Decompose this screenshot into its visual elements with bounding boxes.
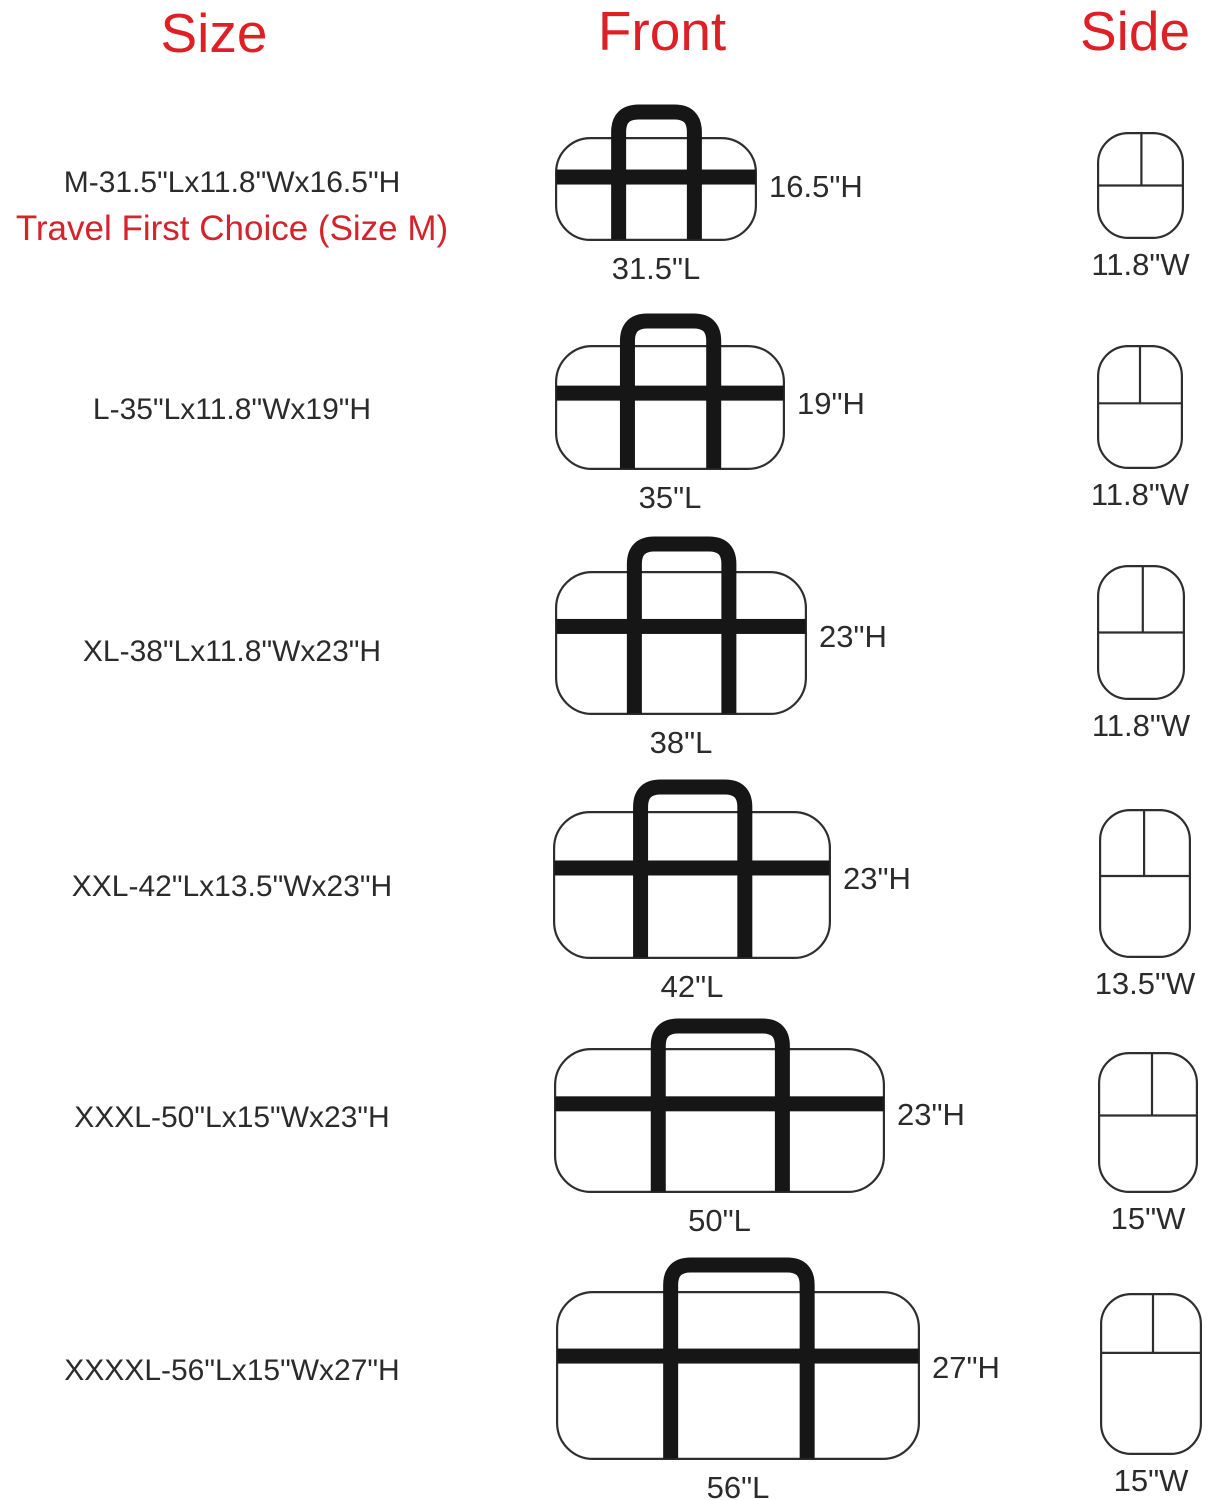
column-header-size: Size [160, 2, 268, 64]
front-height-label-xxxl: 23"H [897, 1096, 965, 1132]
side-view-figure-xl [1097, 565, 1185, 700]
front-figure-wrap-m [555, 104, 757, 241]
front-height-label-m: 16.5"H [769, 168, 863, 204]
side-view-figure-xxxl [1098, 1052, 1198, 1193]
side-figure-wrap-xxl [1099, 809, 1191, 958]
front-figure-wrap-xl [555, 536, 807, 715]
size-label-m: M-31.5"Lx11.8"Wx16.5"H [63, 166, 401, 199]
side-body-outline [1099, 1053, 1197, 1192]
side-view-figure-xxxxl [1100, 1293, 1202, 1455]
side-figure-wrap-m [1097, 132, 1184, 239]
bag-horizontal-strap-band [556, 386, 783, 401]
front-length-label-m: 31.5"L [611, 251, 701, 286]
bag-horizontal-strap-band [556, 170, 755, 185]
bag-horizontal-strap-band [555, 1096, 883, 1111]
bag-front-outline [556, 346, 784, 469]
bag-horizontal-strap-band [556, 619, 805, 634]
bag-front-outline [557, 1292, 919, 1459]
side-figure-wrap-xl [1097, 565, 1185, 700]
front-height-label-l: 19"H [797, 385, 865, 421]
front-view-figure-xxl [553, 779, 831, 959]
side-view-figure-m [1097, 132, 1184, 239]
side-view-figure-l [1097, 345, 1183, 469]
front-length-label-xxl: 42"L [660, 969, 724, 1004]
side-width-label-l: 11.8"W [1090, 477, 1190, 512]
size-label-xxxl: XXXL-50"Lx15"Wx23"H [74, 1101, 390, 1134]
side-view-figure-xxl [1099, 809, 1191, 958]
front-view-figure-xl [555, 536, 807, 715]
front-length-label-xl: 38"L [649, 725, 713, 760]
front-length-label-xxxxl: 56"L [706, 1470, 770, 1500]
size-label-l: L-35"Lx11.8"Wx19"H [92, 393, 372, 426]
front-figure-wrap-xxxl [554, 1018, 885, 1193]
front-height-label-xxxxl: 27"H [932, 1349, 1000, 1385]
front-height-label-xxl: 23"H [843, 861, 911, 897]
front-view-figure-xxxl [554, 1018, 885, 1193]
front-figure-wrap-xxxxl [556, 1257, 920, 1460]
column-header-side: Side [1079, 0, 1191, 62]
bag-front-outline [555, 1049, 884, 1192]
front-view-figure-m [555, 104, 757, 241]
column-header-front: Front [597, 0, 727, 62]
highlight-label-m: Travel First Choice (Size M) [15, 209, 449, 248]
side-width-label-m: 11.8"W [1091, 247, 1190, 282]
side-width-label-xxxl: 15"W [1110, 1201, 1186, 1236]
size-label-xl: XL-38"Lx11.8"Wx23"H [82, 635, 382, 668]
bag-horizontal-strap-band [554, 860, 829, 875]
side-figure-wrap-xxxxl [1100, 1293, 1202, 1455]
front-figure-wrap-xxl [553, 779, 831, 959]
side-figure-wrap-l [1097, 345, 1183, 469]
side-width-label-xxxxl: 15"W [1113, 1463, 1189, 1498]
bag-front-outline [556, 138, 756, 240]
front-height-label-xl: 23"H [819, 619, 887, 655]
bag-front-outline [556, 572, 806, 714]
front-length-label-l: 35"L [638, 480, 702, 515]
size-label-xxl: XXL-42"Lx13.5"Wx23"H [71, 870, 393, 903]
bag-horizontal-strap-band [557, 1349, 918, 1364]
front-view-figure-l [555, 313, 785, 470]
side-width-label-xxl: 13.5"W [1094, 966, 1196, 1001]
front-figure-wrap-l [555, 313, 785, 470]
front-view-figure-xxxxl [556, 1257, 920, 1460]
front-length-label-xxxl: 50"L [688, 1203, 751, 1238]
side-body-outline [1101, 1294, 1201, 1454]
side-width-label-xl: 11.8"W [1091, 708, 1191, 743]
bag-front-outline [554, 812, 830, 958]
side-figure-wrap-xxxl [1098, 1052, 1198, 1193]
size-label-xxxxl: XXXXL-56"Lx15"Wx27"H [64, 1354, 400, 1387]
